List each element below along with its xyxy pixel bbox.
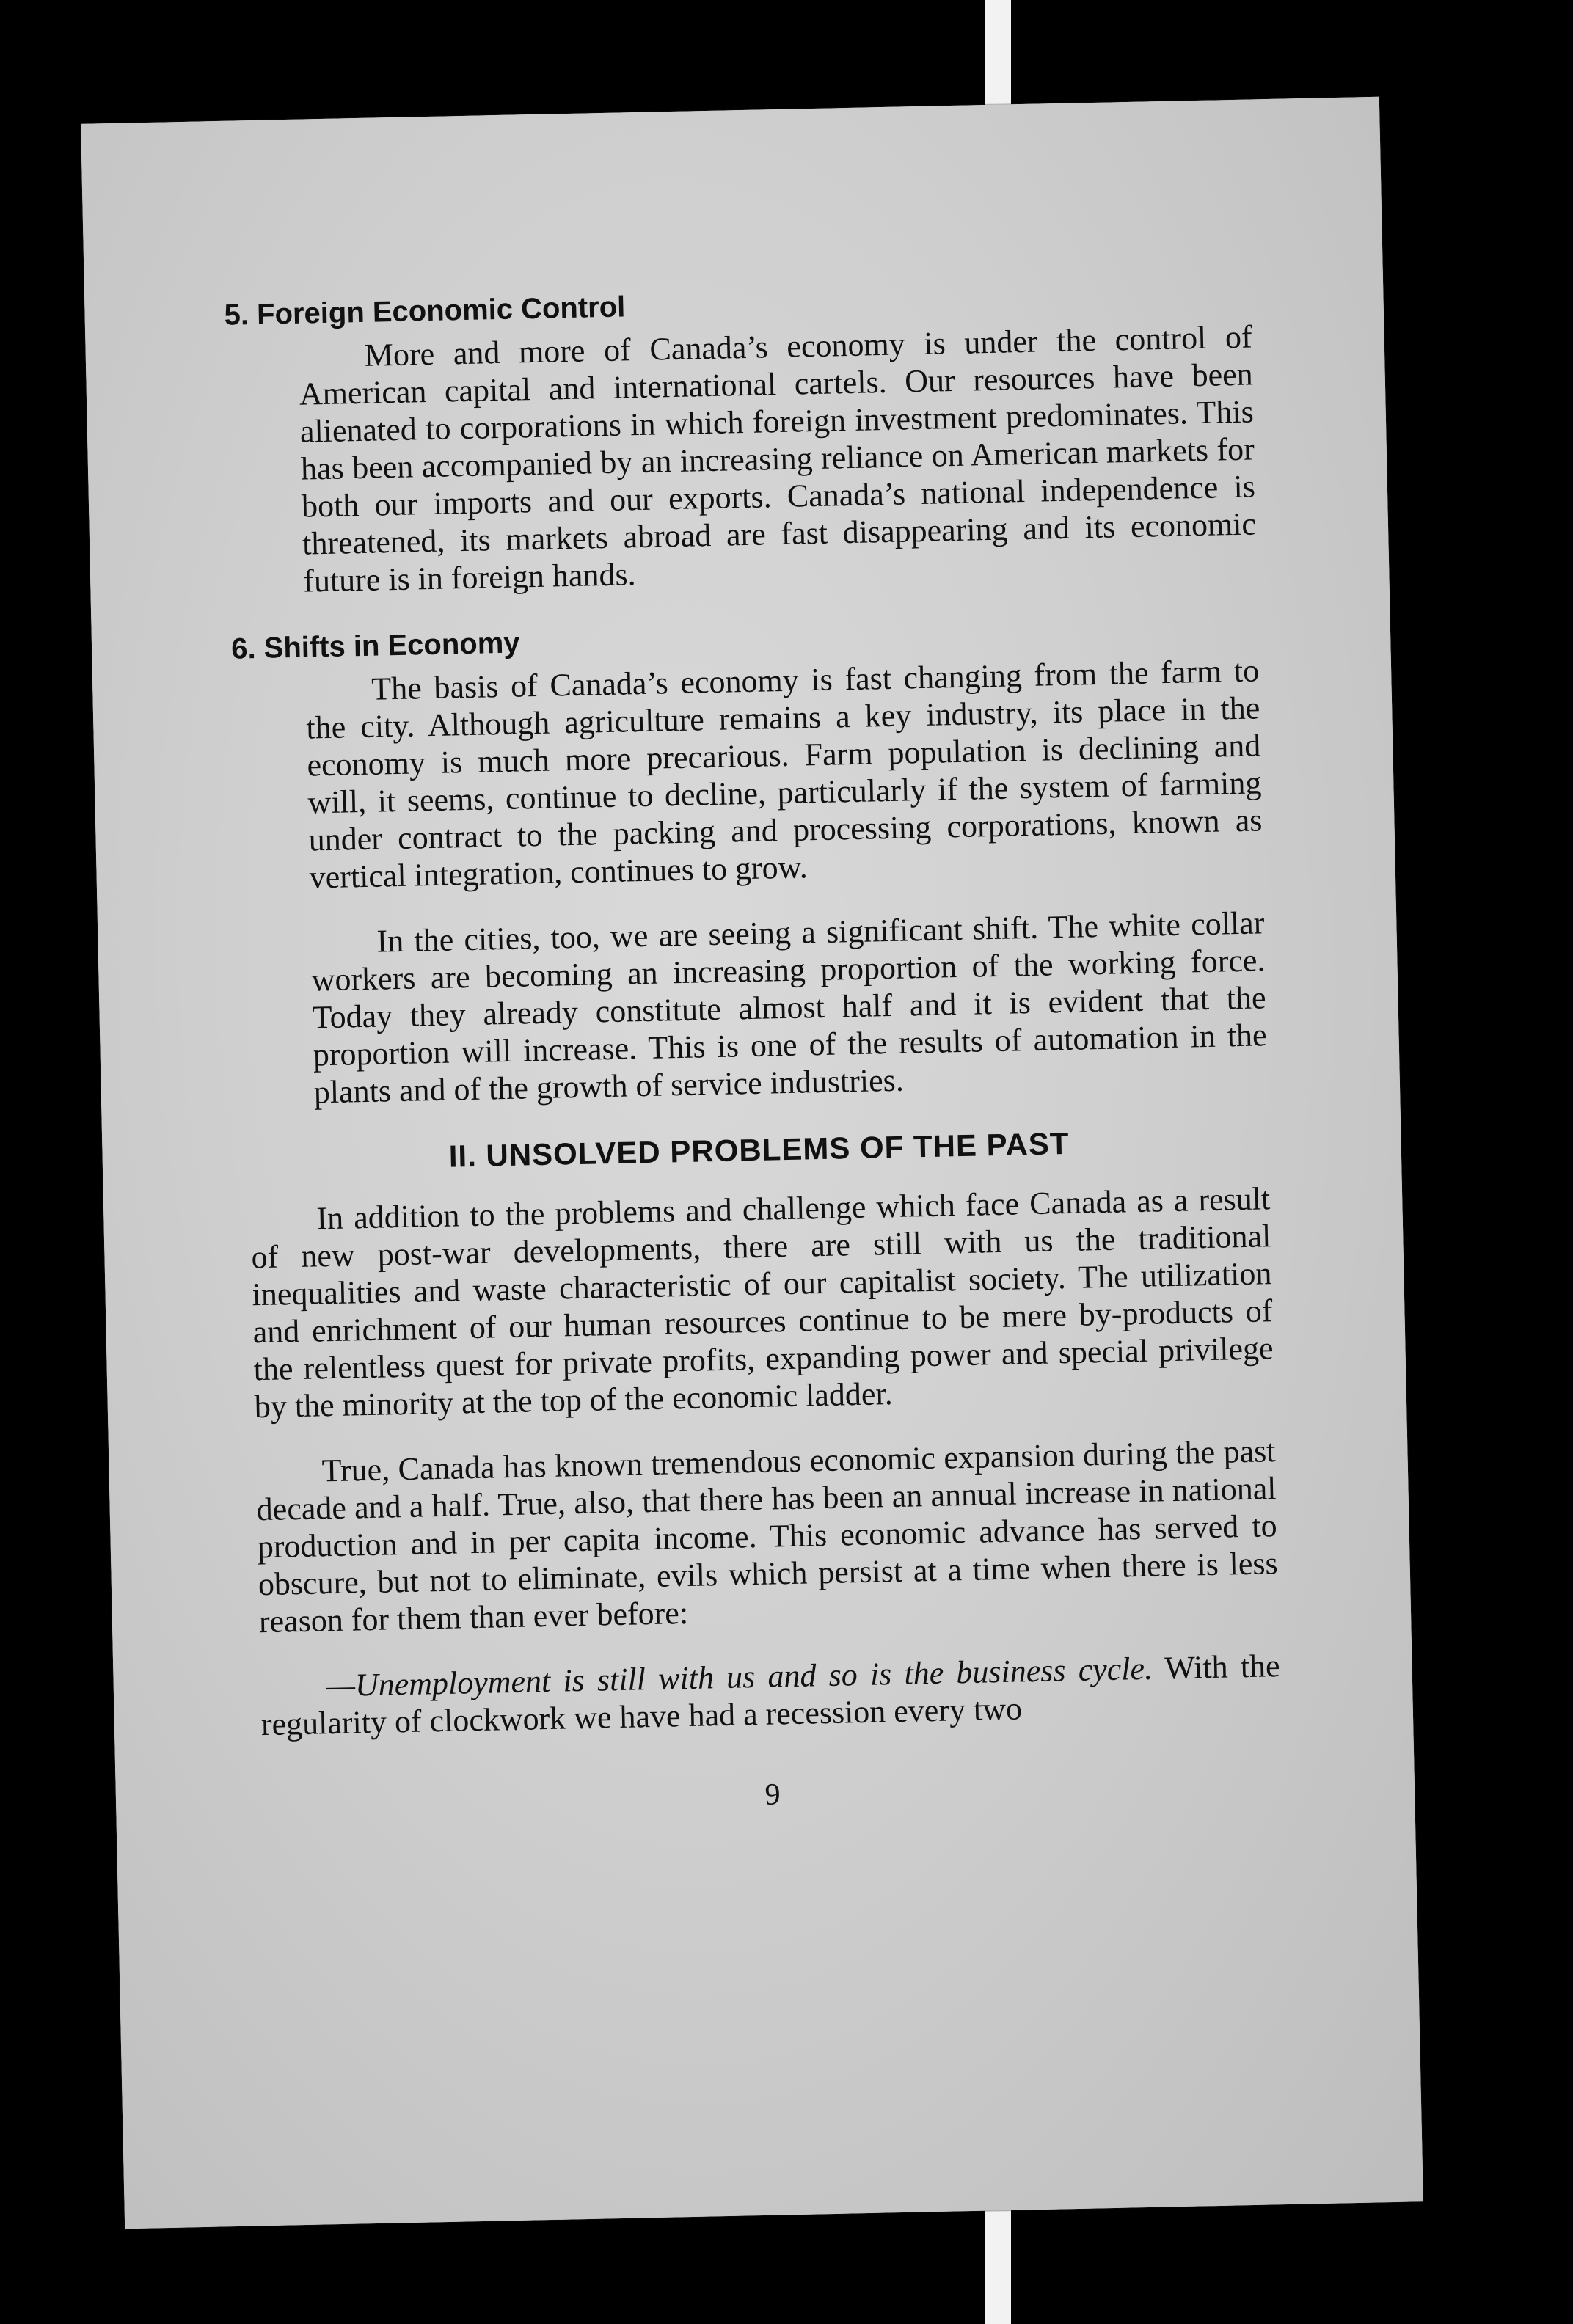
- recession-phrase: With the regularity of clockwork we have had a recession every two: [260, 1648, 1281, 1743]
- section-5-body: [232, 318, 1257, 601]
- document-page: [81, 97, 1423, 2229]
- page-number: 9: [764, 1777, 781, 1812]
- spine-bottom: [985, 2193, 1011, 2324]
- unemployment-phrase: —Unemployment is still with us and so is the business cycle.: [326, 1650, 1153, 1704]
- part-2-paragraph-2: True, Canada has known tremendous economic expansion during the past decade and a half. True, also, that there has been an annual increase in national production and in per capita income. This economic advance has served to obscure, but not to eliminate, evils which persist at a time when there is less reason for them than ever before:: [256, 1433, 1279, 1640]
- section-6-paragraph-2: In the cities, too, we are seeing a significant shift. The white collar workers are becoming an increasing proportion of the working force. Today they already constitute almost half and it is evident that the proportion will increase. This is one of the results of automation in the plants and of the growth of service industries.: [311, 905, 1268, 1111]
- part-2-paragraph-1: In addition to the problems and challenge which face Canada as a result of new post-war developments, there are still with us the traditional inequalities and waste characteristic of our capitalist society. The utilization and enrichment of our human resources continue to be mere by-products of the relentless quest for private profits, expanding power and special privilege by the minority at the top of the economic ladder.: [251, 1180, 1274, 1425]
- section-6-body: [239, 651, 1268, 1112]
- section-5-paragraph: More and more of Canada’s economy is under the control of American capital and international cartels. Our resources have been alienated to corporations in which foreign investment predominates. This has been accompanied by an increasing reliance on American markets for both our imports and our exports. Canada’s national independence is threatened, its markets abroad are fast disappearing and its economic future is in foreign hands.: [299, 318, 1257, 599]
- section-6-heading: 6. Shifts in Economy: [230, 626, 520, 665]
- section-6-paragraph-1: The basis of Canada’s economy is fast changing from the farm to the city. Although agriculture remains a key industry, its place in the economy is much more precarious. Farm population is declining and will, it seems, continue to decline, particularly if the system of farming under contract to the packing and processing corporations, known as vertical integration, continues to grow.: [305, 652, 1263, 896]
- section-5-heading: 5. Foreign Economic Control: [224, 290, 626, 332]
- part-2-paragraph-3: [260, 1647, 1281, 1743]
- part-2-title: II. UNSOLVED PROBLEMS OF THE PAST: [448, 1125, 1070, 1174]
- page-content: [224, 275, 1282, 1824]
